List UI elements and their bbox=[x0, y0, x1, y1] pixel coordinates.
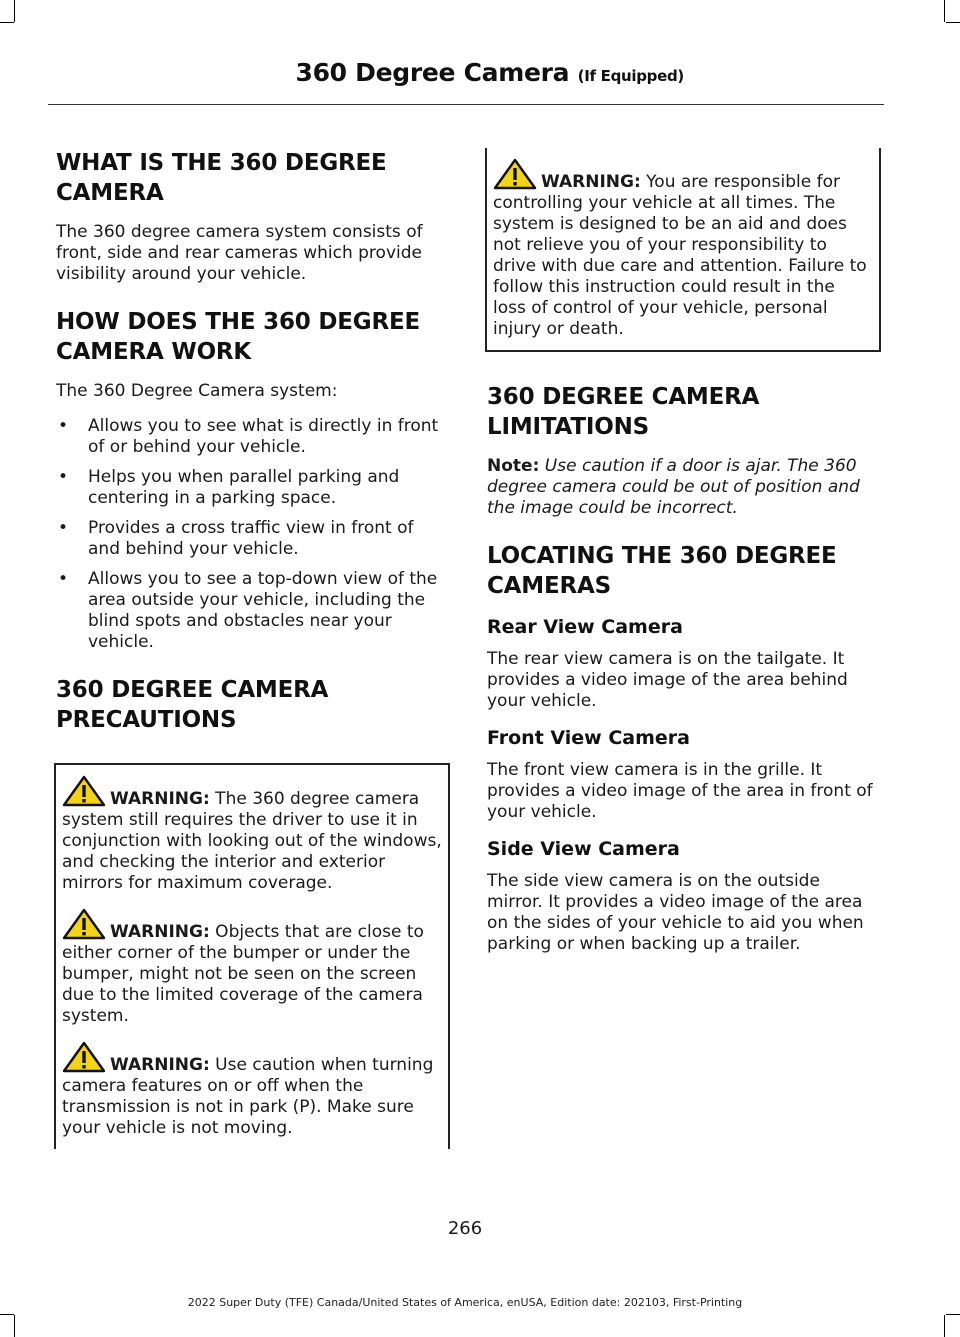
list-item: • Provides a cross traffic view in front of and behind your vehicle. bbox=[56, 518, 446, 560]
warning-label: WARNING: bbox=[110, 1055, 210, 1075]
crop-mark bbox=[0, 22, 14, 23]
section-heading-locating: LOCATING THE 360 DEGREE CAMERAS bbox=[487, 543, 837, 599]
crop-mark bbox=[944, 0, 945, 22]
list-item: • Helps you when parallel parking and centering in a parking space. bbox=[56, 467, 446, 509]
crop-mark bbox=[944, 1315, 945, 1337]
section-intro-how-works: The 360 Degree Camera system: bbox=[56, 381, 338, 401]
warning-text: Objects that are close to either corner of the bumper or under the bumper, might not be seen on the screen due to the limited coverage of the camera system. bbox=[62, 922, 424, 1026]
warning-box-responsibility bbox=[485, 148, 881, 352]
warning-block bbox=[62, 908, 442, 1027]
text-front-view: The front view camera is in the grille. It provides a video image of the area in front of your vehicle. bbox=[487, 760, 873, 822]
list-item: • Allows you to see what is directly in front of or behind your vehicle. bbox=[56, 416, 446, 458]
warning-triangle-icon bbox=[62, 1041, 106, 1073]
warning-block bbox=[493, 158, 873, 340]
warning-text: You are responsible for controlling your vehicle at all times. The system is designed to be an aid and does not relieve you of your responsibility to drive with due care and attention. Failure to follow this instruction could result in the loss of control of your vehicle, personal injury or death. bbox=[493, 172, 867, 339]
crop-mark bbox=[0, 1314, 14, 1315]
note-paragraph bbox=[487, 456, 877, 519]
crop-mark bbox=[14, 0, 15, 22]
section-text-what-is: The 360 degree camera system consists of front, side and rear cameras which provide visibility around your vehicle. bbox=[56, 222, 423, 284]
warning-text: Use caution when turning camera features on or off when the transmission is not in park (P). Make sure your vehicle is not moving. bbox=[62, 1055, 434, 1138]
subheading-front-view: Front View Camera bbox=[487, 727, 690, 749]
header-title-text: 360 Degree Camera bbox=[295, 58, 570, 87]
warning-label: WARNING: bbox=[110, 789, 210, 809]
warning-label: WARNING: bbox=[110, 922, 210, 942]
footer-text: 2022 Super Duty (TFE) Canada/United States of America, enUSA, Edition date: 202103, First-Printing bbox=[187, 1296, 743, 1309]
crop-mark bbox=[946, 22, 960, 23]
feature-list bbox=[56, 416, 446, 653]
warning-block bbox=[62, 1041, 442, 1139]
warning-box-precautions bbox=[54, 763, 450, 1149]
section-heading-what-is: WHAT IS THE 360 DEGREE CAMERA bbox=[56, 150, 387, 206]
page-number: 266 bbox=[447, 1218, 483, 1239]
page-header-title bbox=[295, 58, 684, 87]
note-label: Note: bbox=[487, 456, 540, 476]
section-heading-precautions: 360 DEGREE CAMERA PRECAUTIONS bbox=[56, 677, 329, 733]
subheading-rear-view: Rear View Camera bbox=[487, 616, 683, 638]
subheading-side-view: Side View Camera bbox=[487, 838, 680, 860]
warning-triangle-icon bbox=[62, 908, 106, 940]
warning-label: WARNING: bbox=[541, 172, 641, 192]
warning-block bbox=[62, 775, 442, 894]
warning-triangle-icon bbox=[493, 158, 537, 190]
header-subtitle: (If Equipped) bbox=[577, 67, 684, 85]
text-side-view: The side view camera is on the outside mirror. It provides a video image of the area on the sides of your vehicle to aid you when parking or when backing up a trailer. bbox=[487, 871, 864, 954]
left-column bbox=[56, 148, 446, 1149]
right-column bbox=[487, 148, 877, 969]
list-item: • Allows you to see a top-down view of the area outside your vehicle, including the blind spots and obstacles near your vehicle. bbox=[56, 569, 446, 653]
header-divider bbox=[48, 104, 884, 105]
section-heading-how-works: HOW DOES THE 360 DEGREE CAMERA WORK bbox=[56, 309, 420, 365]
note-text: Use caution if a door is ajar. The 360 degree camera could be out of position and the image could be incorrect. bbox=[487, 456, 860, 518]
crop-mark bbox=[14, 1315, 15, 1337]
warning-text: The 360 degree camera system still requires the driver to use it in conjunction with looking out of the windows, and checking the interior and exterior mirrors for maximum coverage. bbox=[62, 789, 442, 893]
crop-mark bbox=[946, 1314, 960, 1315]
text-rear-view: The rear view camera is on the tailgate. It provides a video image of the area behind your vehicle. bbox=[487, 649, 848, 711]
section-heading-limitations: 360 DEGREE CAMERA LIMITATIONS bbox=[487, 384, 760, 440]
warning-triangle-icon bbox=[62, 775, 106, 807]
